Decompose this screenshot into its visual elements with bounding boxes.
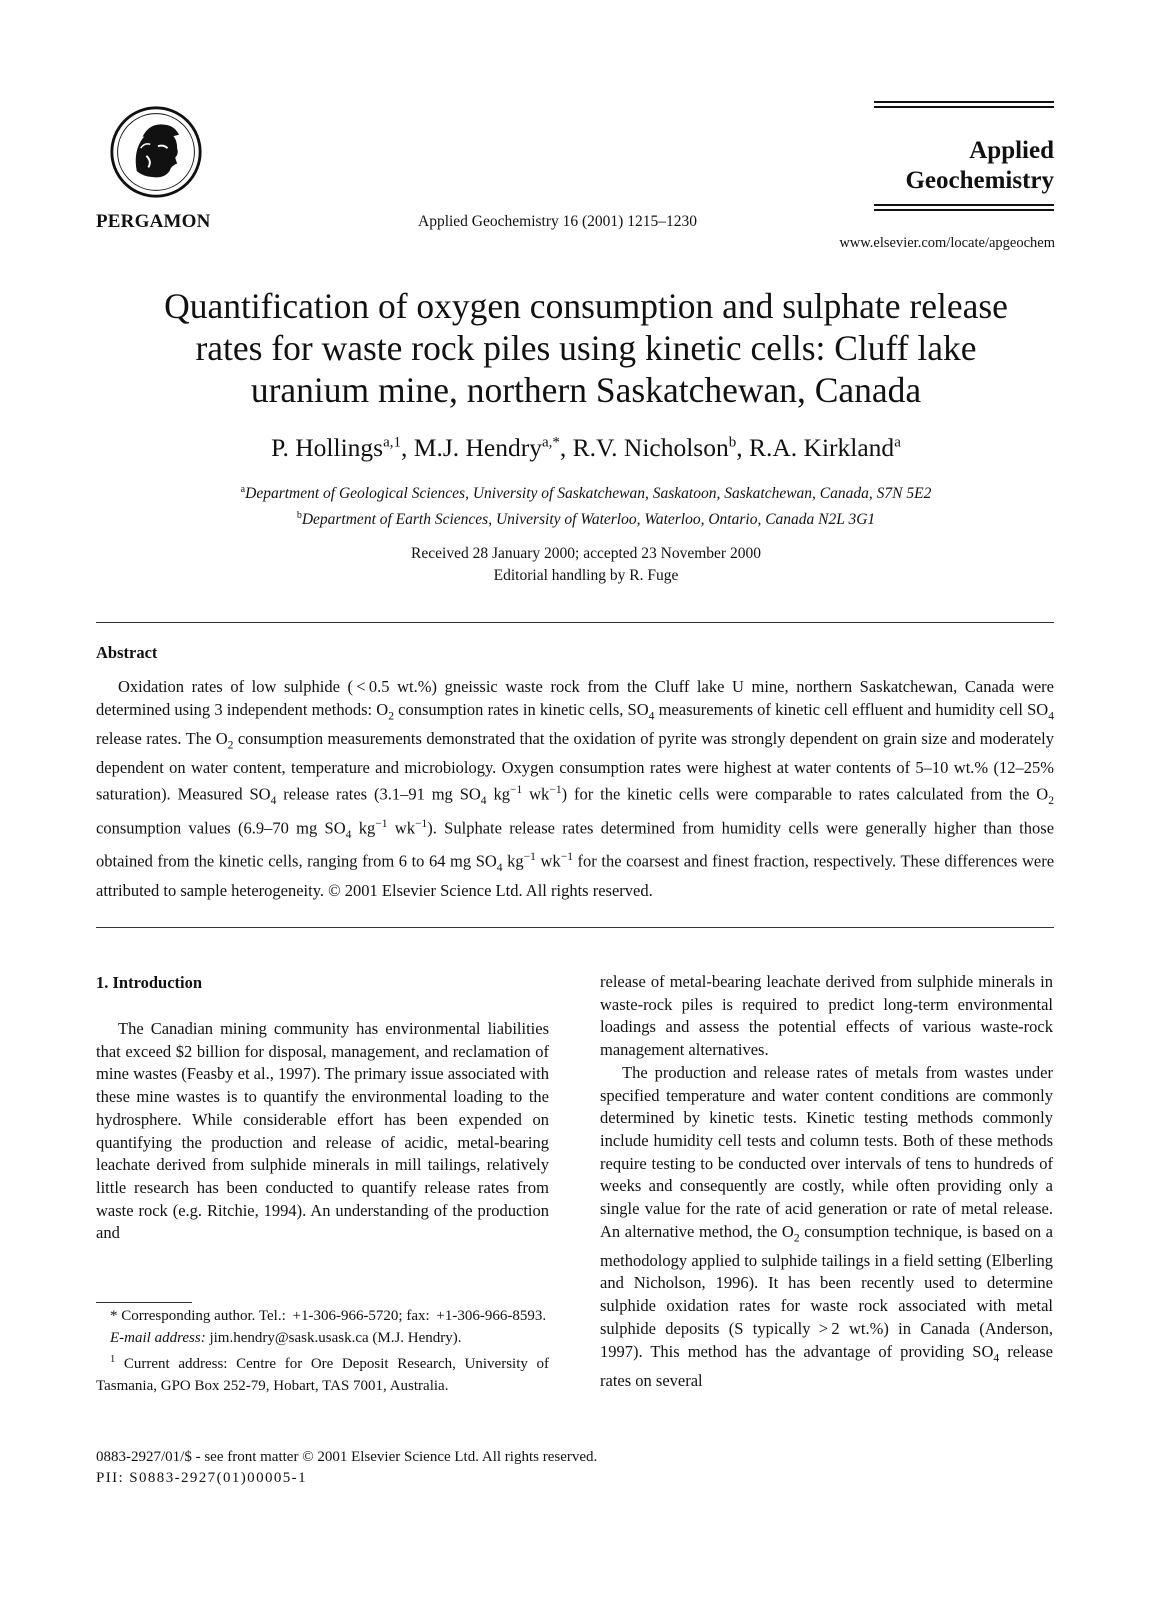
body-column-left bbox=[96, 1018, 549, 1245]
author[interactable]: R.V. Nicholson$^b$ bbox=[572, 433, 737, 462]
journal-title-line2: Geochemistry bbox=[905, 167, 1054, 194]
paragraph: release of metal-bearing leachate derived from sulphide minerals in waste-rock piles is required to predict long-term environmental loadings and assess the potential effects of various waste-rock management alternatives. bbox=[600, 972, 1053, 1060]
publisher-name: PERGAMON bbox=[96, 211, 211, 232]
title-line-1: Quantification of oxygen consumption and sulphate release bbox=[164, 286, 1008, 326]
title-line-3: uranium mine, northern Saskatchewan, Canada bbox=[250, 370, 922, 410]
author[interactable]: M.J. Hendry$^{a,*}$ bbox=[413, 433, 560, 462]
affiliation-a: $^a$Department of Geological Sciences, University of Saskatchewan, Saskatoon, Saskatchewan, Canada, S7N 5E2 bbox=[240, 484, 932, 503]
email-link[interactable]: jim.hendry@sask.usask.ca (M.J. Hendry). bbox=[205, 1329, 462, 1346]
article-history bbox=[60, 543, 1112, 587]
section-heading-introduction: 1. Introduction bbox=[96, 973, 203, 992]
received-dates: Received 28 January 2000; accepted 23 November 2000 bbox=[411, 545, 761, 562]
journal-url-link[interactable]: www.elsevier.com/locate/apgeochem bbox=[839, 235, 1055, 251]
journal-title bbox=[874, 136, 1054, 196]
journal-title-line1: Applied bbox=[969, 137, 1054, 164]
footnote-rule bbox=[96, 1302, 192, 1303]
affiliations bbox=[60, 479, 1112, 531]
editorial-handling: Editorial handling by R. Fuge bbox=[493, 567, 679, 584]
divider-bottom bbox=[96, 927, 1054, 928]
publisher-logo-icon bbox=[108, 104, 204, 200]
masthead-rule-bottom bbox=[874, 204, 1054, 211]
footnote-corresponding: * Corresponding author. Tel.: +1-306-966-5720; fax: +1-306-966-8593. bbox=[110, 1308, 547, 1324]
affiliation-b: $^b$Department of Earth Sciences, University of Waterloo, Waterloo, Ontario, Canada N2L 3G1 bbox=[296, 510, 876, 529]
body-column-right bbox=[600, 971, 1053, 1392]
abstract-heading: Abstract bbox=[96, 643, 158, 662]
journal-masthead bbox=[874, 101, 1054, 211]
pii-line: PII: S0883-2927(01)00005-1 bbox=[96, 1470, 307, 1486]
abstract-text: Oxidation rates of low sulphide ( < 0.5 wt.%) gneissic waste rock from the Cluff lake U mine, northern Saskatchewan, Canada were determined using 3 independent methods: $O_2$ consumption rates in kinetic cells, $SO_4$ measurements of kinetic cell effluent and humidity cell $SO_4$ release rates. The $O_2$ consumption measurements demonstrated that the oxidation of pyrite was strongly dependent on grain size and moderately dependent on water content, temperature and microbiology. Oxygen consumption rates were highest at water contents of 5–10 wt.% (12–25% saturation). Measured $SO_4$ release rates (3.1–91 mg $SO_4$ $kg^{-1}$ $wk^{-1}$) for the kinetic cells were comparable to rates calculated from the $O_2$ consumption values (6.9–70 mg $SO_4$ $kg^{-1}$ $wk^{-1}$). Sulphate release rates determined from humidity cells were generally higher than those obtained from the kinetic cells, ranging from 6 to 64 mg $SO_4$ $kg^{-1}$ $wk^{-1}$ for the coarsest and finest fraction, respectively. These differences were attributed to sample heterogeneity. © 2001 Elsevier Science Ltd. All rights reserved. bbox=[96, 677, 1055, 900]
author[interactable]: R.A. Kirkland$^a$ bbox=[748, 433, 901, 462]
copyright-info bbox=[96, 1447, 597, 1489]
journal-citation: Applied Geochemistry 16 (2001) 1215–1230 bbox=[418, 213, 697, 230]
issn-line: 0883-2927/01/$ - see front matter © 2001 Elsevier Science Ltd. All rights reserved. bbox=[96, 1449, 598, 1465]
title-line-2: rates for waste rock piles using kinetic cells: Cluff lake bbox=[195, 328, 977, 368]
masthead-rule-top bbox=[874, 101, 1054, 108]
footnotes bbox=[96, 1306, 549, 1397]
footnote-email: E-mail address: jim.hendry@sask.usask.ca (M.J. Hendry). bbox=[110, 1329, 462, 1346]
author[interactable]: P. Hollings$^{a,1}$ bbox=[271, 433, 402, 462]
footnote-current-address: $^1$ Current address: Centre for Ore Deposit Research, University of Tasmania, GPO Box 252-79, Hobart, TAS 7001, Australia. bbox=[96, 1354, 549, 1394]
divider-top bbox=[96, 622, 1054, 623]
paragraph: The Canadian mining community has environmental liabilities that exceed $2 billion for disposal, management, and reclamation of mine wastes (Feasby et al., 1997). The primary issue associated with these mine wastes is to quantify the environmental loading to the hydrosphere. While considerable effort has been expended on quantifying the production and release of acidic, metal-bearing leachate derived from sulphide minerals in mill tailings, relatively little research has been conducted to quantify release rates from waste rock (e.g. Ritchie, 1994). An understanding of the production and bbox=[96, 1019, 549, 1243]
author-list: P. Hollings$^{a,1}$, M.J. Hendry$^{a,*}$, R.V. Nicholson$^b$, R.A. Kirkland$^a$ bbox=[271, 433, 901, 462]
article-title bbox=[60, 285, 1112, 411]
paragraph: The production and release rates of metals from wastes under specified temperature and water content conditions are commonly determined by kinetic tests. Kinetic testing methods commonly include humidity cell tests and column tests. Both of these methods require testing to be conducted over intervals of tens to hundreds of weeks and consequently are costly, while often providing only a single value for the rate of acid generation or rate of metal release. An alternative method, the $O_2$ consumption technique, is based on a methodology applied to sulphide tailings in a field setting (Elberling and Nicholson, 1996). It has been recently used to determine sulphide oxidation rates for waste rock associated with metal sulphide deposits (S typically > 2 wt.%) in Canada (Anderson, 1997). This method has the advantage of providing $SO_4$ release rates on several bbox=[600, 1062, 1053, 1390]
